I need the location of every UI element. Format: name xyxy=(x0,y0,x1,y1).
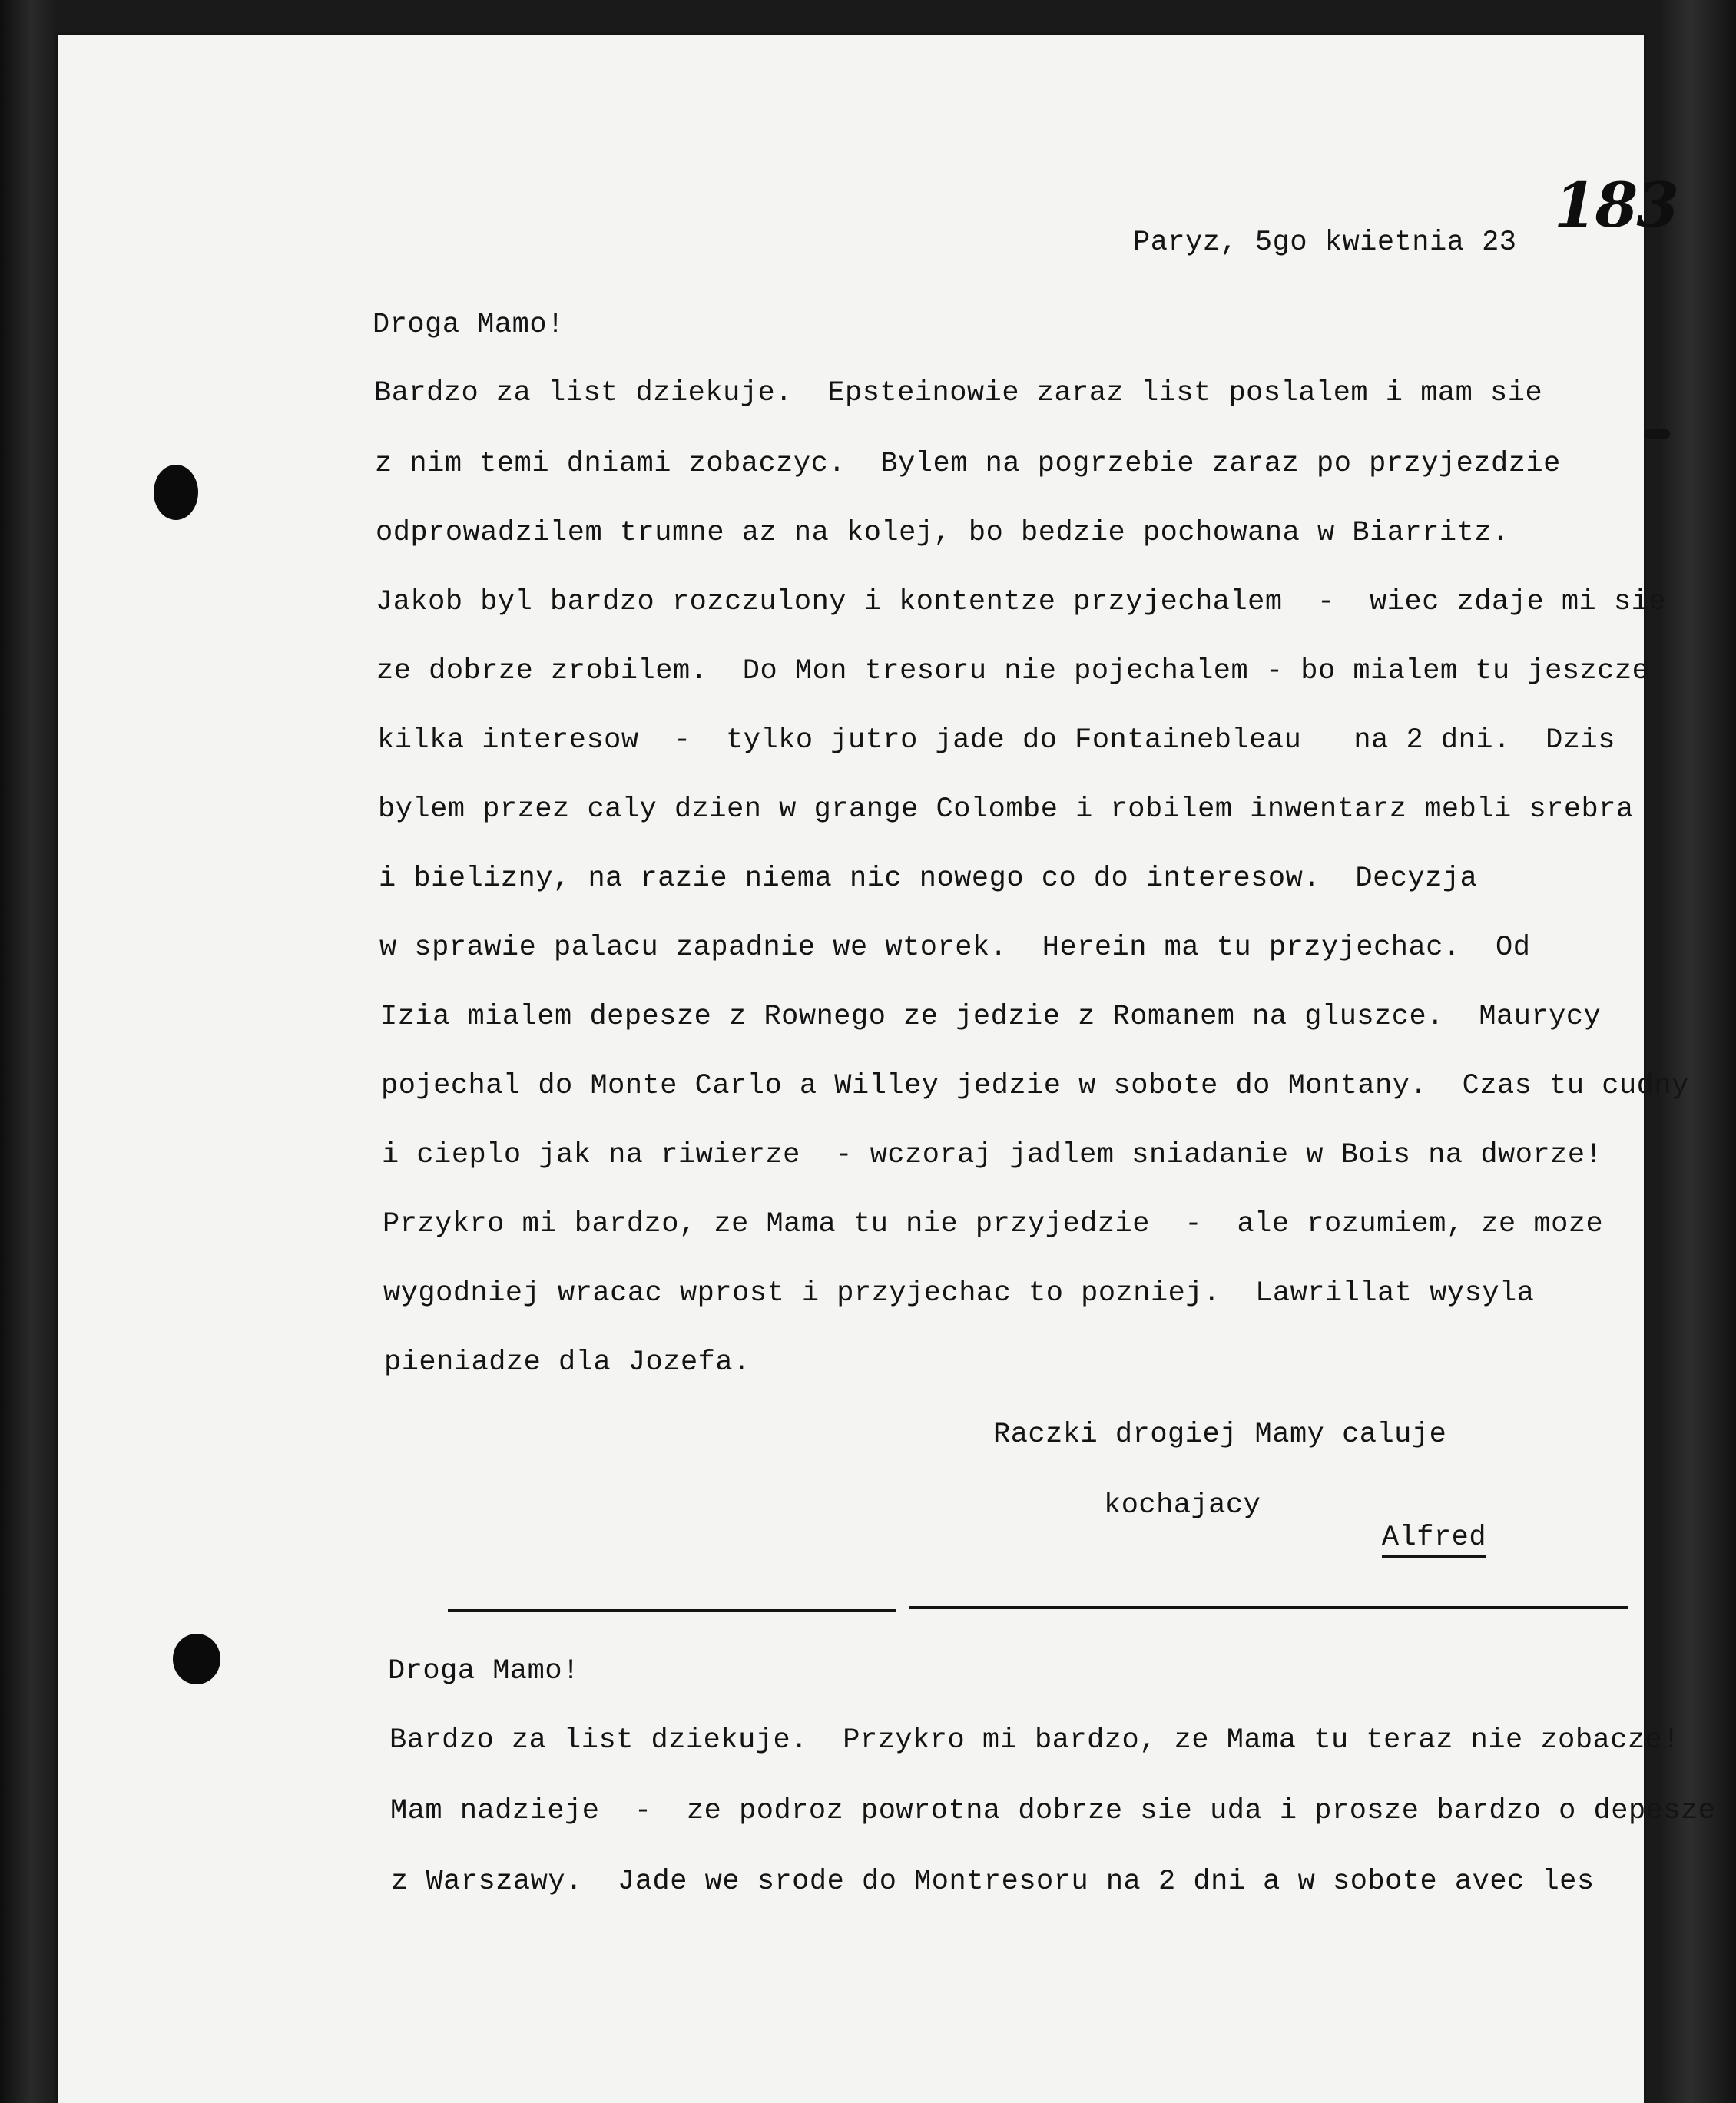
salutation-second: Droga Mamo! xyxy=(388,1655,580,1687)
letter-one-line-9: w sprawie palacu zapadnie we wtorek. Herein ma tu przyjechac. Od xyxy=(379,932,1531,964)
punch-hole-bottom xyxy=(173,1634,220,1684)
letter-one-line-13: Przykro mi bardzo, ze Mama tu nie przyjedzie - ale rozumiem, ze moze xyxy=(383,1208,1604,1240)
signature-wrapper xyxy=(1312,1489,1486,1586)
letter-one-line-1: Bardzo za list dziekuje. Epsteinowie zaraz list poslalem i mam sie xyxy=(374,377,1543,409)
letter-one-line-15: pieniadze dla Jozefa. xyxy=(384,1346,750,1379)
letter-one-line-2: z nim temi dniami zobaczyc. Bylem na pogrzebie zaraz po przyjezdzie xyxy=(375,448,1561,480)
signature-name: Alfred xyxy=(1382,1522,1486,1558)
letter-one-line-12: i cieplo jak na riwierze - wczoraj jadlem sniadanie w Bois na dworze! xyxy=(382,1139,1603,1171)
letter-two-line-2: Mam nadzieje - ze podroz powrotna dobrze sie uda i prosze bardzo o depesze xyxy=(390,1795,1716,1827)
folio-number: 183 xyxy=(1554,169,1678,241)
place-date: Paryz, 5go kwietnia 23 xyxy=(1133,227,1517,259)
letter-one-line-6: kilka interesow - tylko jutro jade do Fontainebleau na 2 dni. Dzis xyxy=(377,724,1615,757)
letter-one-line-7: bylem przez caly dzien w grange Colombe i robilem inwentarz mebli srebra xyxy=(378,793,1634,826)
margin-mark xyxy=(1644,429,1670,439)
punch-hole-top xyxy=(154,465,198,520)
letter-one-line-3: odprowadzilem trumne az na kolej, bo bedzie pochowana w Biarritz. xyxy=(376,517,1509,549)
letter-one-line-10: Izia mialem depesze z Rownego ze jedzie z Romanem na gluszce. Maurycy xyxy=(380,1001,1602,1033)
letter-one-line-11: pojechal do Monte Carlo a Willey jedzie w sobote do Montany. Czas tu cudny xyxy=(381,1070,1689,1102)
section-divider-left xyxy=(448,1609,896,1612)
letter-one-line-5: ze dobrze zrobilem. Do Mon tresoru nie pojechalem - bo mialem tu jeszcze xyxy=(376,655,1650,687)
letter-one-line-4: Jakob byl bardzo rozczulony i kontentze przyjechalem - wiec zdaje mi sie xyxy=(376,586,1667,618)
letter-one-line-14: wygodniej wracac wprost i przyjechac to pozniej. Lawrillat wysyla xyxy=(383,1277,1535,1310)
letter-two-line-3: z Warszawy. Jade we srode do Montresoru na 2 dni a w sobote avec les xyxy=(391,1866,1595,1898)
letter-one-line-8: i bielizny, na razie niema nic nowego co do interesow. Decyzja xyxy=(379,863,1478,895)
typed-letter-page xyxy=(58,35,1716,2103)
salutation-first: Droga Mamo! xyxy=(373,309,565,341)
letter-two-line-1: Bardzo za list dziekuje. Przykro mi bardzo, ze Mama tu teraz nie zobacze! xyxy=(389,1724,1681,1757)
section-divider-right xyxy=(909,1606,1628,1609)
signoff-word: kochajacy xyxy=(1104,1489,1261,1522)
closing-line: Raczki drogiej Mamy caluje xyxy=(993,1419,1447,1451)
